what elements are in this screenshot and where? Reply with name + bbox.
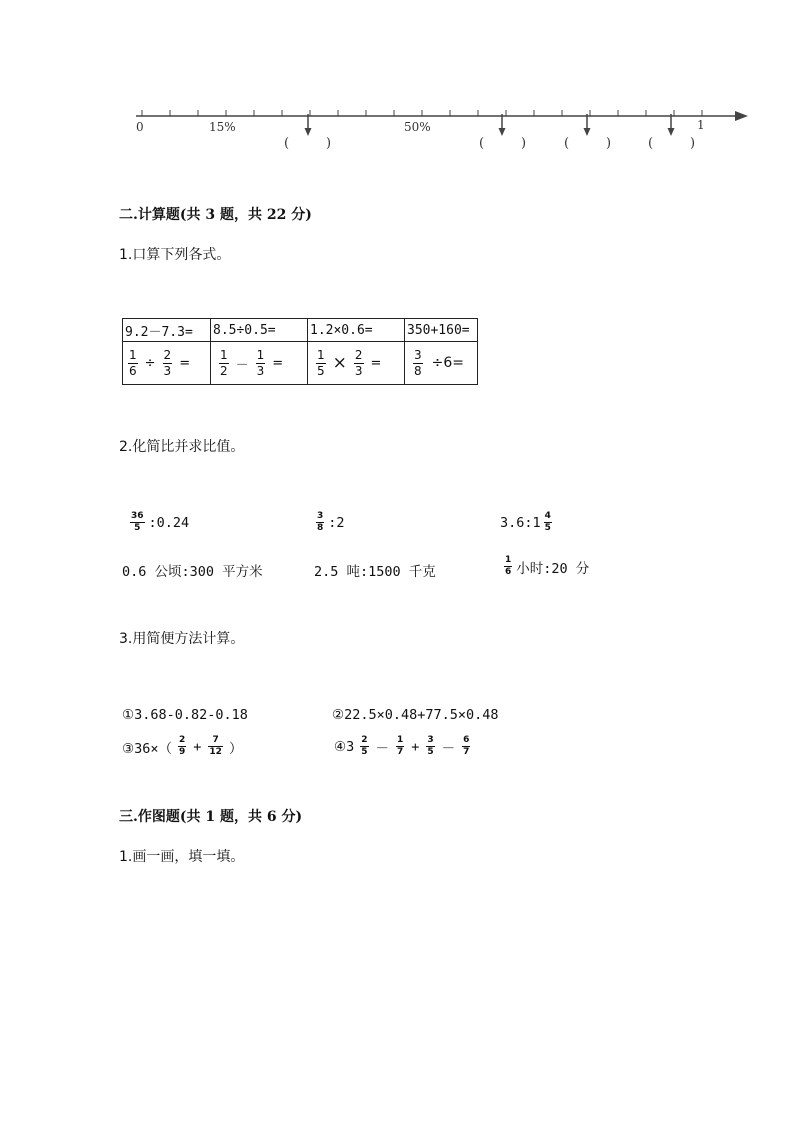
answer-blank-3-open: ( [564,136,570,151]
cell-r2c4 [405,342,478,385]
operator: － [441,740,456,757]
down-arrow-icon [305,114,312,136]
expression-4 [334,736,474,758]
ratio-text: :0.24 [148,514,190,531]
ratio-item-2 [316,512,345,534]
fraction: $\frac{2}{3}$ [163,347,172,378]
fraction: $\frac{3}{8}$ [317,511,324,534]
label-15pct: 15% [209,120,236,134]
fraction: $\frac{3}{8}$ [414,347,422,378]
fraction: $\frac{6}{7}$ [463,735,470,758]
expr-text: ④3 [334,738,355,755]
answer-blank-3-close: ) [606,136,612,151]
fraction: $\frac{2}{3}$ [354,347,363,378]
down-arrow-icon [584,114,591,136]
equals: = [370,355,382,371]
section2-title: 二.计算题(共 3 题，共 22 分) [119,207,312,223]
ratio-item-5: 2.5 吨:1500 千克 [314,564,436,580]
fraction: $\frac{2}{5}$ [361,735,368,758]
fraction: $\frac{1}{3}$ [256,347,265,378]
fraction: $\frac{7}{12}$ [209,735,222,758]
cell-r1c4: 350+160= [405,319,478,342]
fraction: $\frac{1}{6}$ [505,555,512,578]
q3-text: 3.用简便方法计算。 [119,631,245,647]
answer-blank-2-open: ( [479,136,485,151]
expression-3 [122,736,242,758]
operator: － [235,357,249,373]
answer-blank-1-open: ( [284,136,290,151]
label-1: 1 [697,118,705,132]
down-arrow-icon [668,114,675,136]
cell-r1c3: 1.2×0.6= [308,319,405,342]
operator: × [332,353,347,373]
equals: = [272,355,284,371]
operator: ÷ [144,355,156,371]
fraction: $\frac{1}{7}$ [397,735,404,758]
ratio-item-4: 0.6 公顷:300 平方米 [122,564,263,580]
ratio-item-3 [500,512,552,534]
q2-text: 2.化简比并求比值。 [119,439,245,455]
ratio-item-6 [504,556,589,578]
ratio-text: 3.6:1 [500,514,541,531]
operator: + [411,738,420,755]
fraction: $\frac{36}{5}$ [131,511,144,534]
fraction: $\frac{2}{9}$ [179,735,186,758]
answer-blank-2-close: ) [521,136,527,151]
operator-tail: ÷6= [431,355,465,371]
section3-q1-text: 1.画一画，填一填。 [119,849,245,865]
cell-r2c2 [211,342,308,385]
operator: + [193,738,202,755]
down-arrow-icon [499,114,506,136]
operator: － [375,740,389,757]
fraction: $\frac{1}{2}$ [220,347,228,378]
ratio-text: :2 [328,514,345,531]
answer-blank-1-close: ) [326,136,332,151]
label-0: 0 [136,120,144,134]
equals: = [179,355,191,371]
number-line [130,100,750,160]
section3-title: 三.作图题(共 1 题，共 6 分) [119,809,303,825]
answer-blank-4-open: ( [648,136,654,151]
expression-1: ①3.68-0.82-0.18 [122,707,248,723]
mental-arithmetic-table [122,318,478,385]
q1-text: 1.口算下列各式。 [119,247,231,263]
label-50pct: 50% [404,120,431,134]
fraction: $\frac{3}{5}$ [427,735,434,758]
answer-blank-4-close: ) [690,136,696,151]
cell-r2c1 [123,342,211,385]
fraction: $\frac{4}{5}$ [544,511,551,534]
fraction: $\frac{1}{6}$ [129,347,137,378]
fraction: $\frac{1}{5}$ [317,347,325,378]
ratio-item-1 [130,512,189,534]
expr-text: ③36×（ [122,740,172,757]
cell-r2c3 [308,342,405,385]
expr-text: ） [228,740,243,757]
ratio-text: 小时:20 分 [516,560,590,577]
cell-r1c2: 8.5÷0.5= [211,319,308,342]
expression-2: ②22.5×0.48+77.5×0.48 [332,707,499,723]
cell-r1c1: 9.2－7.3= [123,319,211,342]
